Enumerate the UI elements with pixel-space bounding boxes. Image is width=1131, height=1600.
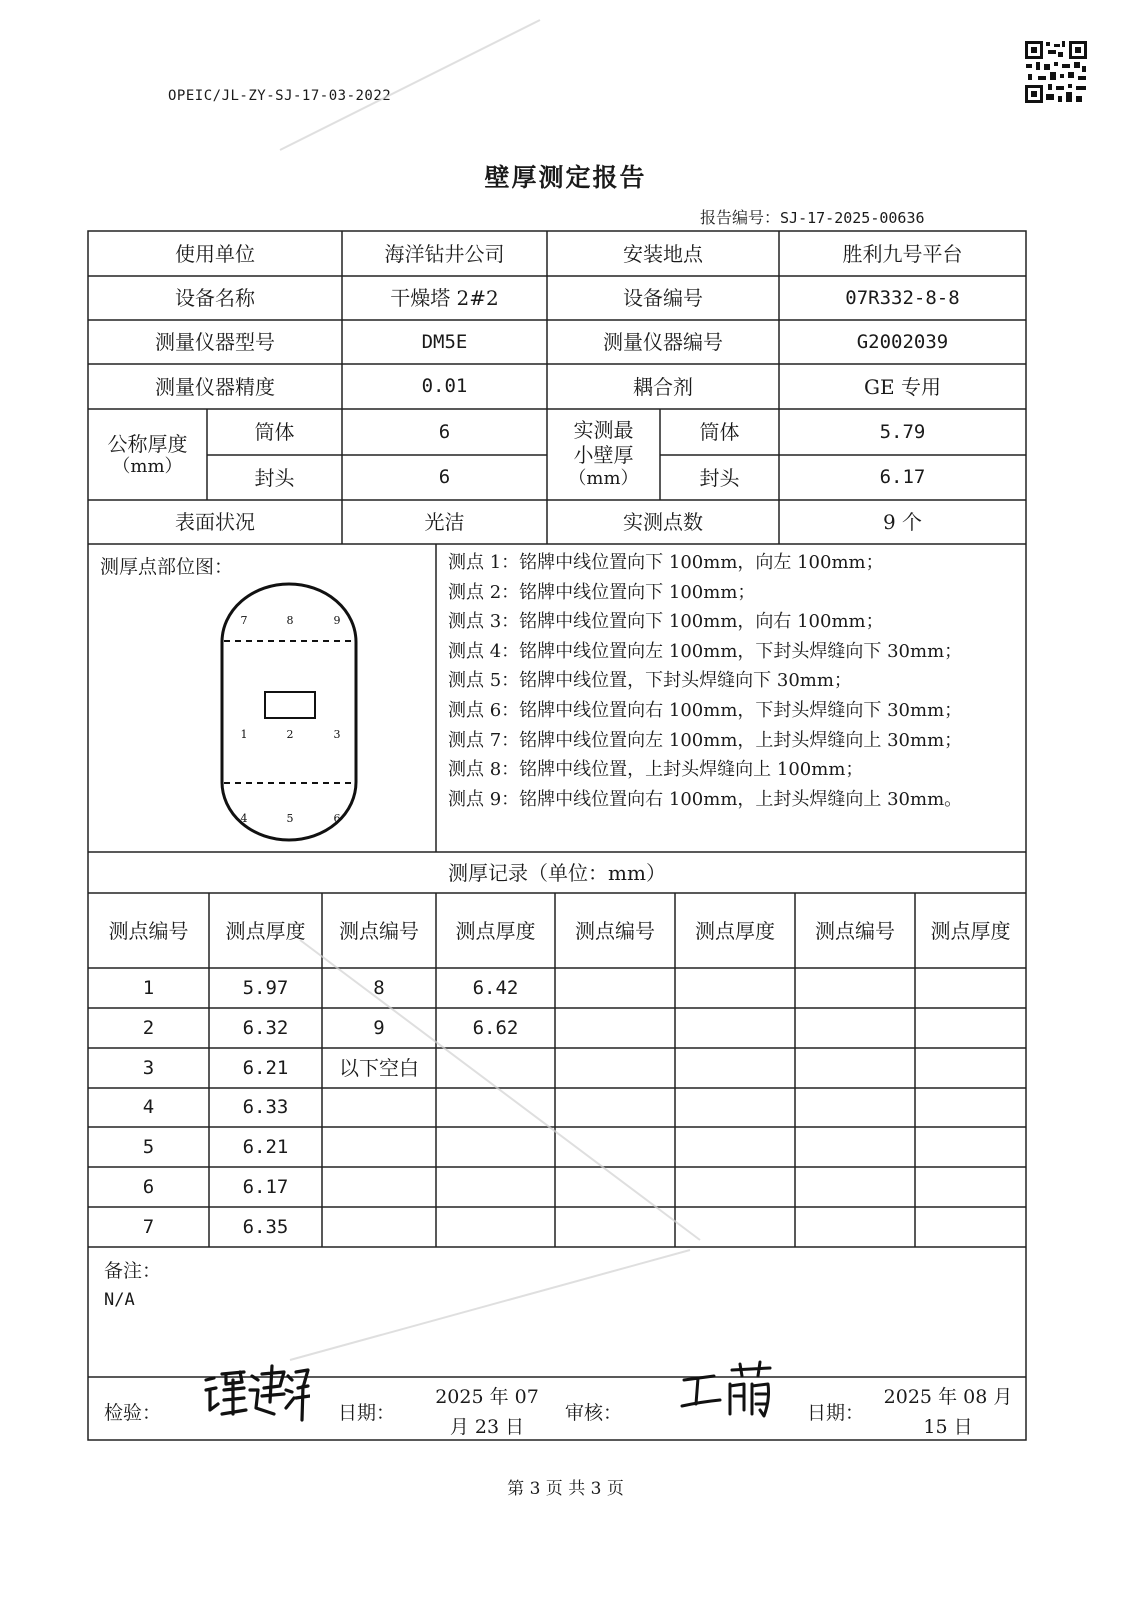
point-label-4: 4: [240, 812, 248, 825]
record-cell: 8: [373, 976, 385, 999]
record-cell: 6: [142, 1175, 155, 1198]
min-shell-label: 筒体: [699, 420, 740, 444]
point-description: 测点 2：铭牌中线位置向下 100mm；: [448, 581, 756, 603]
review-date-line2: 15 日: [923, 1416, 973, 1438]
point-label-8: 8: [286, 614, 294, 627]
record-cell: 7: [142, 1215, 155, 1238]
record-cell: 9: [373, 1016, 385, 1039]
point-label-2: 2: [286, 728, 294, 741]
inst-no-value: G2002039: [856, 330, 949, 353]
equip-name-label: 设备名称: [175, 286, 255, 310]
report-title: 壁厚测定报告: [484, 163, 647, 192]
point-label-7: 7: [240, 614, 248, 627]
user-value: 海洋钻井公司: [384, 241, 505, 266]
record-header-cell: 测点编号: [339, 918, 419, 943]
record-cell: 6.62: [472, 1016, 519, 1039]
record-cell: 2: [142, 1016, 155, 1039]
surface-value: 光洁: [424, 510, 465, 534]
count-value: 9 个: [882, 510, 923, 534]
page-footer: 第 3 页 共 3 页: [507, 1479, 624, 1499]
point-label-5: 5: [286, 812, 294, 825]
nominal-shell-value: 6: [438, 420, 451, 443]
nominal-head-value: 6: [438, 466, 451, 489]
couplant-label: 耦合剂: [633, 374, 693, 399]
point-description: 测点 7：铭牌中线位置向左 100mm，上封头焊缝向上 30mm；: [448, 729, 963, 751]
record-header-cell: 测点厚度: [695, 918, 775, 943]
remarks-label: 备注：: [104, 1260, 162, 1282]
point-label-3: 3: [333, 728, 341, 741]
nominal-shell-label: 筒体: [254, 420, 295, 444]
inspect-date-label: 日期：: [338, 1402, 396, 1424]
precision-value: 0.01: [421, 375, 468, 398]
review-date-line1: 2025 年 08 月: [883, 1386, 1013, 1408]
record-header-cell: 测点厚度: [225, 918, 306, 943]
review-label: 审核：: [565, 1402, 623, 1424]
record-cell: 6.32: [242, 1016, 289, 1039]
record-header-cell: 测点编号: [108, 918, 189, 943]
record-cell: 6.21: [242, 1135, 289, 1158]
record-header-cell: 测点厚度: [455, 918, 536, 943]
record-cell: 6.42: [472, 976, 519, 999]
record-title: 测厚记录（单位：mm）: [448, 860, 666, 885]
inst-no-label: 测量仪器编号: [603, 330, 723, 354]
inspect-date-line1: 2025 年 07: [435, 1386, 539, 1408]
min-shell-value: 5.79: [879, 420, 926, 443]
remarks-value: N/A: [104, 1290, 135, 1310]
document-code: OPEIC/JL-ZY-SJ-17-03-2022: [168, 88, 392, 104]
equip-no-value: 07R332-8-8: [845, 286, 960, 309]
record-cell: 6.35: [242, 1215, 289, 1238]
point-label-1: 1: [240, 728, 248, 741]
nominal-head-label: 封头: [254, 465, 295, 490]
inspect-date-line2: 月 23 日: [449, 1416, 525, 1438]
count-label: 实测点数: [623, 510, 703, 534]
point-description: 测点 5：铭牌中线位置，下封头焊缝向下 30mm；: [448, 670, 852, 692]
inst-model-label: 测量仪器型号: [155, 330, 275, 354]
min-head-label: 封头: [699, 465, 740, 490]
record-cell: 6.17: [242, 1175, 289, 1198]
inst-model-value: DM5E: [421, 330, 468, 353]
record-header-cell: 测点编号: [815, 918, 895, 943]
record-cell: 5.97: [242, 976, 289, 999]
record-cell: 4: [142, 1096, 155, 1119]
point-description: 测点 1：铭牌中线位置向下 100mm，向左 100mm；: [448, 552, 884, 573]
location-label: 安装地点: [623, 241, 703, 266]
user-label: 使用单位: [175, 241, 255, 266]
point-description: 测点 6：铭牌中线位置向右 100mm，下封头焊缝向下 30mm；: [448, 699, 963, 721]
min-head-value: 6.17: [879, 466, 926, 489]
point-label-6: 6: [333, 812, 341, 825]
review-date-label: 日期：: [807, 1402, 865, 1424]
point-label-9: 9: [333, 614, 341, 627]
precision-label: 测量仪器精度: [155, 374, 275, 399]
record-cell: 5: [142, 1135, 155, 1158]
min-label-line2: 小壁厚: [573, 443, 634, 468]
surface-label: 表面状况: [175, 510, 255, 534]
min-label-line3: （mm）: [568, 468, 639, 490]
equip-name-value: 干燥塔 2#2: [390, 286, 499, 310]
min-label-line1: 实测最: [573, 418, 634, 443]
report-number-label: 报告编号：: [700, 208, 781, 227]
point-description: 测点 9：铭牌中线位置向右 100mm，上封头焊缝向上 30mm。: [448, 788, 963, 810]
point-description: 测点 4：铭牌中线位置向左 100mm，下封头焊缝向下 30mm；: [448, 640, 963, 662]
nominal-label-line1: 公称厚度: [107, 431, 188, 456]
point-description: 测点 3：铭牌中线位置向下 100mm，向右 100mm；: [448, 611, 884, 633]
record-header-cell: 测点厚度: [930, 918, 1011, 943]
diagram-caption: 测厚点部位图：: [100, 556, 234, 578]
equip-no-label: 设备编号: [623, 286, 703, 310]
location-value: 胜利九号平台: [842, 241, 963, 266]
nominal-label-line2: （mm）: [112, 455, 183, 477]
couplant-value: GE 专用: [864, 374, 941, 399]
report-number-value: SJ-17-2025-00636: [780, 209, 925, 227]
record-cell: 以下空白: [339, 1056, 419, 1080]
record-cell: 6.21: [242, 1056, 289, 1079]
point-description: 测点 8：铭牌中线位置，上封头焊缝向上 100mm；: [448, 759, 864, 781]
record-header-cell: 测点编号: [575, 918, 655, 943]
record-cell: 6.33: [242, 1096, 289, 1119]
record-cell: 1: [142, 976, 155, 999]
record-cell: 3: [142, 1056, 155, 1079]
inspect-label: 检验：: [104, 1402, 162, 1424]
